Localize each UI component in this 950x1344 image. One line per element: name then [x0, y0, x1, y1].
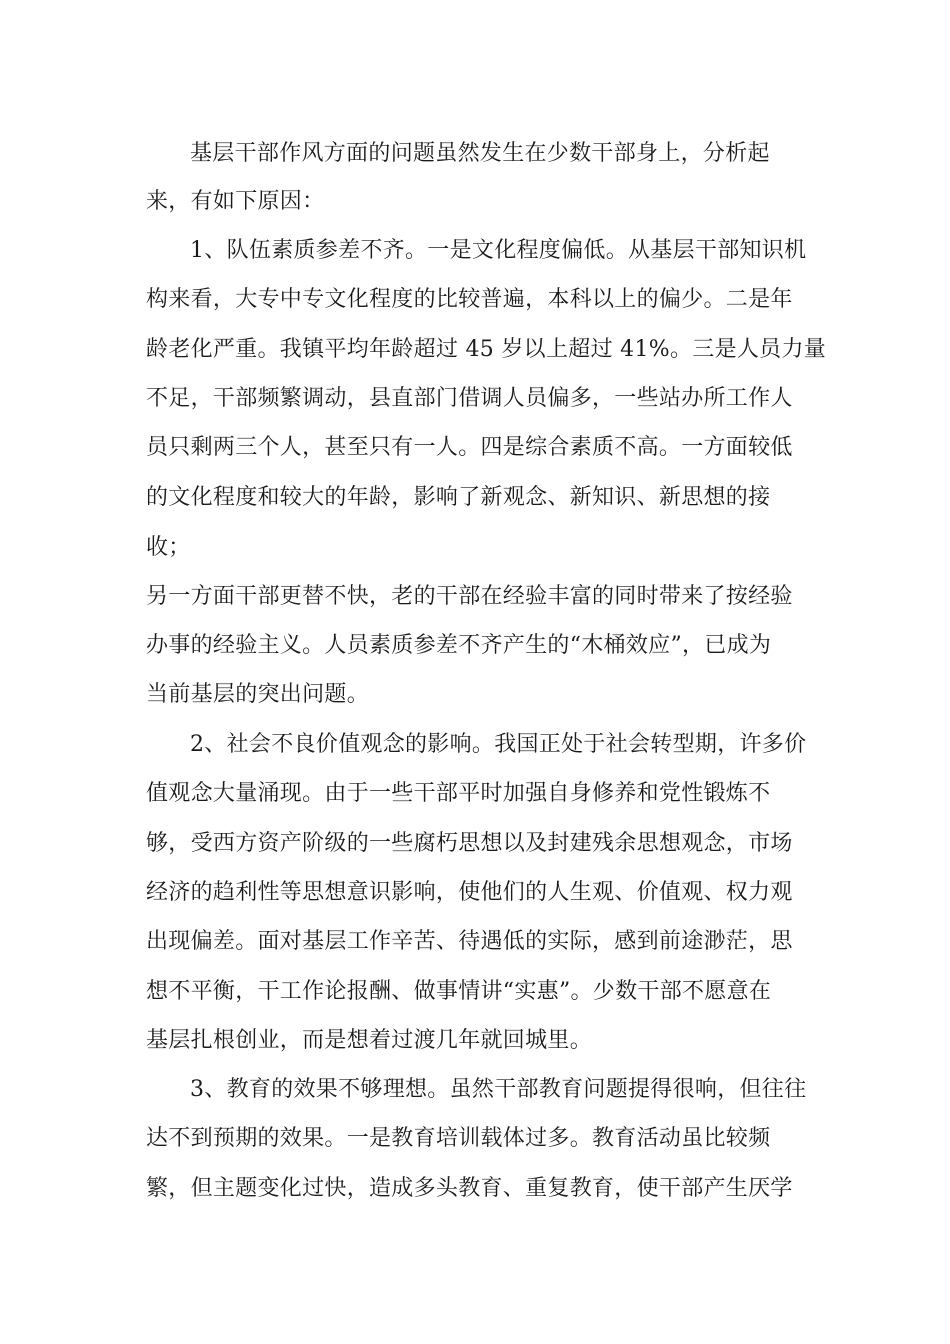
text-line: 出现偏差。面对基层工作辛苦、待遇低的实际，感到前途渺茫，思 — [146, 929, 793, 954]
text-line: 想不平衡，干工作论报酬、做事情讲“实惠”。少数干部不愿意在 — [146, 979, 772, 1004]
text-line: 办事的经验主义。人员素质参差不齐产生的“木桶效应”，已成为 — [146, 633, 772, 658]
text-line: 基层干部作风方面的问题虽然发生在少数干部身上，分析起 — [190, 141, 770, 166]
text-line: 基层扎根创业，而是想着过渡几年就回城里。 — [146, 1028, 593, 1053]
text-line: 达不到预期的效果。一是教育培训载体过多。教育活动虽比较频 — [146, 1126, 771, 1151]
text-line: 另一方面干部更替不快，老的干部在经验丰富的同时带来了按经验 — [146, 584, 793, 609]
text-line: 收； — [146, 535, 191, 560]
text-line: 的文化程度和较大的年龄，影响了新观念、新知识、新思想的接 — [146, 485, 771, 510]
text-line: 当前基层的突出问题。 — [146, 682, 370, 707]
text-line: 来，有如下原因： — [146, 189, 325, 214]
text-line: 龄老化严重。我镇平均年龄超过 45 岁以上超过 41%。三是人员力量 — [146, 337, 827, 362]
text-line: 经济的趋利性等思想意识影响，使他们的人生观、价值观、权力观 — [146, 880, 793, 905]
text-line: 繁，但主题变化过快，造成多头教育、重复教育，使干部产生厌学 — [146, 1176, 793, 1201]
text-line: 不足，干部频繁调动，县直部门借调人员偏多，一些站办所工作人 — [146, 386, 793, 411]
text-line: 员只剩两三个人，甚至只有一人。四是综合素质不高。一方面较低 — [146, 435, 793, 460]
text-line: 1、队伍素质参差不齐。一是文化程度偏低。从基层干部知识机 — [190, 238, 807, 263]
text-line: 值观念大量涌现。由于一些干部平时加强自身修养和党性锻炼不 — [146, 781, 771, 806]
text-line: 3、教育的效果不够理想。虽然干部教育问题提得很响，但往往 — [190, 1077, 807, 1102]
text-line: 够，受西方资产阶级的一些腐朽思想以及封建残余思想观念，市场 — [146, 831, 793, 856]
text-line: 2、社会不良价值观念的影响。我国正处于社会转型期，许多价 — [190, 732, 807, 757]
text-line: 构来看，大专中专文化程度的比较普遍，本科以上的偏少。二是年 — [146, 287, 793, 312]
